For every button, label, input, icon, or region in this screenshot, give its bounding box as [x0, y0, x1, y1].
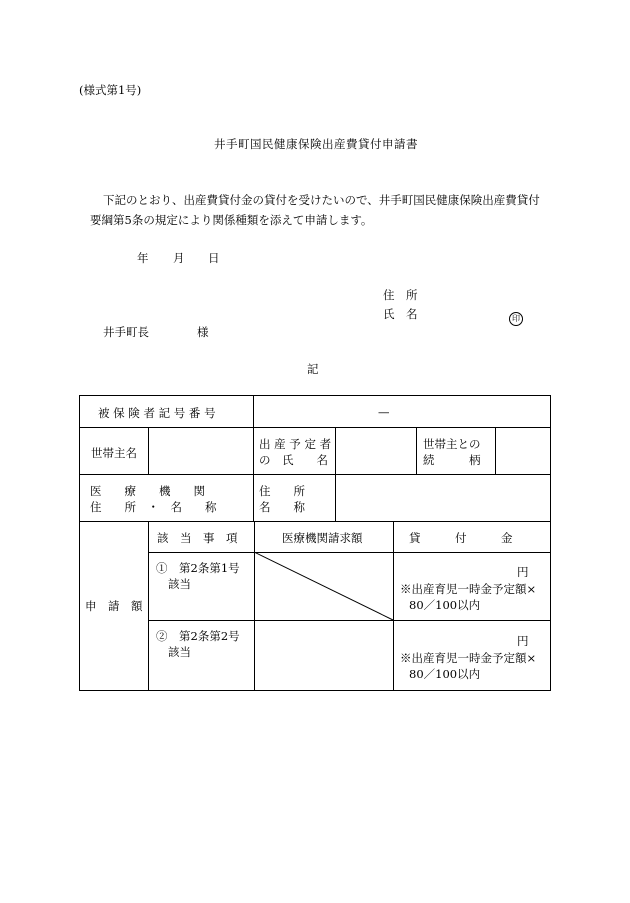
column-item-header: 該 当 事 項 [157, 531, 238, 545]
row1-loan-note-1: ※出産育児一時金予定額× [400, 582, 537, 596]
institution-address-label: 住 所 [259, 484, 305, 498]
householder-name-label: 世帯主名 [91, 446, 137, 460]
application-amount-label: 申 請 額 [85, 599, 143, 613]
expectant-name-label-1: 出 産 予 定 者 [259, 437, 332, 451]
form-number: (様式第1号) [79, 83, 142, 97]
ki-heading: 記 [307, 362, 319, 376]
row2-yen: 円 [517, 634, 529, 648]
diagonal-strike [254, 552, 394, 621]
institution-label-2: 住 所 ・ 名 称 [90, 500, 217, 514]
institution-name-label: 名 称 [259, 500, 305, 514]
insured-number-label: 被 保 険 者 記 号 番 号 [98, 406, 216, 420]
row1-yen: 円 [517, 565, 529, 579]
institution-label-1: 医 療 機 関 [90, 484, 205, 498]
insured-number-value[interactable]: — [378, 405, 390, 419]
column-loan-header: 貸 付 金 [409, 531, 513, 545]
relation-label-2: 続 柄 [423, 453, 481, 467]
intro-line-2: 要綱第5条の規定により関係種類を添えて申請します。 [90, 213, 373, 227]
row1-item-2: 該当 [168, 577, 191, 591]
row2-item-1: ② 第2条第2号 [156, 629, 240, 643]
applicant-name-label: 氏 名 [383, 307, 418, 321]
addressee-mayor: 井手町長 [103, 325, 149, 339]
column-claim-header: 医療機関請求額 [282, 531, 363, 545]
row1-item-1: ① 第2条第1号 [156, 561, 240, 575]
date-month: 月 [173, 251, 185, 265]
row2-item-2: 該当 [168, 645, 191, 659]
addressee-honorific: 様 [197, 325, 209, 339]
row1-loan-note-2: 80／100以内 [409, 598, 481, 612]
intro-line-1: 下記のとおり、出産費貸付金の貸付を受けたいので、井手町国民健康保険出産費貸付 [103, 193, 540, 207]
date-day: 日 [208, 251, 220, 265]
document-title: 井手町国民健康保険出産費貸付申請書 [214, 137, 418, 151]
relation-label-1: 世帯主との [423, 437, 481, 451]
row2-loan-note-2: 80／100以内 [409, 667, 481, 681]
applicant-address-label: 住 所 [383, 288, 418, 302]
date-year: 年 [137, 251, 149, 265]
row2-loan-note-1: ※出産育児一時金予定額× [400, 651, 537, 665]
expectant-name-label-2: の 氏 名 [259, 453, 328, 467]
seal-icon: 印 [509, 312, 523, 326]
